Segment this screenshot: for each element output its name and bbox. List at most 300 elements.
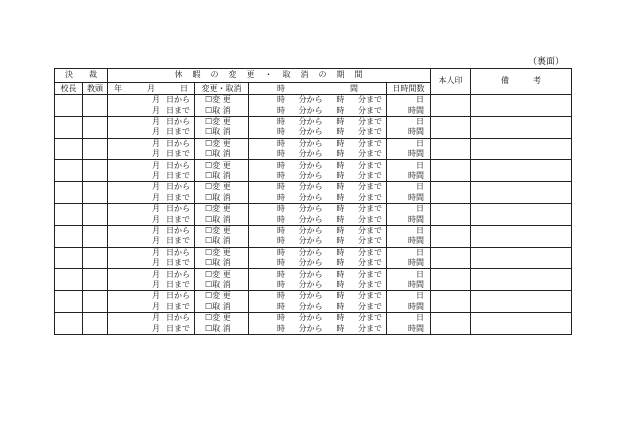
minute-from-unit: 分から [298,182,323,192]
hour-unit: 時 [336,116,345,126]
minute-from-unit: 分から [298,236,323,246]
kocho-stamp-cell[interactable] [55,247,83,269]
end-date-cell[interactable] [108,280,195,291]
month-unit: 月 [152,204,160,214]
hours-count-cell[interactable] [387,105,431,116]
day-unit: 日 [416,204,424,214]
minute-until-unit: 分まで [357,226,382,236]
personal-seal-cell[interactable] [431,116,471,138]
hour-unit: 時 [336,323,345,333]
month-unit: 月 [152,105,160,115]
remarks-cell[interactable] [471,94,572,116]
end-date-cell[interactable] [108,324,195,335]
start-date-cell[interactable] [108,182,195,193]
day-unit: 日 [416,269,424,279]
personal-seal-cell[interactable] [431,291,471,313]
hours-count-cell[interactable] [387,324,431,335]
hour-unit: 時 [277,204,285,214]
day-from-unit: 日から [166,116,190,126]
end-time-cell[interactable] [249,105,387,116]
days-count-cell[interactable] [387,269,431,280]
kessai-header: 決 裁 [55,69,108,83]
remarks-cell[interactable] [471,313,572,335]
hour-unit: 時 [277,280,285,290]
kyoto-stamp-cell[interactable] [83,291,108,313]
kocho-stamp-cell[interactable] [55,291,83,313]
start-time-cell[interactable] [249,313,387,324]
start-time-cell[interactable] [249,94,387,105]
end-date-cell[interactable] [108,258,195,269]
month-unit: 月 [152,301,160,311]
minute-from-unit: 分から [298,323,323,333]
hour-unit: 時 [277,269,285,279]
entry-row-top [55,269,572,280]
hour-unit: 時 [336,258,345,268]
kocho-stamp-cell[interactable] [55,269,83,291]
date-header [108,82,195,94]
days-count-cell[interactable] [387,116,431,127]
day-unit: 日 [416,247,424,257]
cancel-checkbox[interactable]: ☐取 消 [195,193,249,204]
day-unit: 日 [416,138,424,148]
hour-unit: 時 [277,105,285,115]
start-time-cell[interactable] [249,225,387,236]
personal-seal-cell[interactable] [431,94,471,116]
change-checkbox[interactable]: ☐変 更 [195,160,249,171]
honnin-header: 本人印 [431,69,471,95]
end-time-cell[interactable] [249,280,387,291]
month-unit: 月 [152,214,160,224]
hour-count-unit: 時間 [408,323,424,333]
end-time-cell[interactable] [249,127,387,138]
cancel-checkbox[interactable]: ☐取 消 [195,149,249,160]
cancel-checkbox[interactable]: ☐取 消 [195,324,249,335]
end-date-cell[interactable] [108,236,195,247]
end-time-cell[interactable] [249,302,387,313]
start-time-cell[interactable] [249,116,387,127]
personal-seal-cell[interactable] [431,138,471,160]
day-from-unit: 日から [166,247,190,257]
hours-count-cell[interactable] [387,171,431,182]
month-unit: 月 [152,149,160,159]
time-header [249,82,387,94]
kocho-stamp-cell[interactable] [55,138,83,160]
minute-from-unit: 分から [298,116,323,126]
minute-until-unit: 分まで [357,127,382,137]
kyoto-header: 教頭 [83,82,108,94]
hour-unit: 時 [277,127,285,137]
minute-from-unit: 分から [298,138,323,148]
start-date-cell[interactable] [108,116,195,127]
hour-unit: 時 [277,138,285,148]
hours-count-cell[interactable] [387,258,431,269]
minute-from-unit: 分から [298,127,323,137]
personal-seal-cell[interactable] [431,313,471,335]
minute-from-unit: 分から [298,258,323,268]
minute-until-unit: 分まで [357,138,382,148]
change-checkbox[interactable]: ☐変 更 [195,291,249,302]
entry-row-top [55,160,572,171]
start-date-cell[interactable] [108,269,195,280]
end-time-cell[interactable] [249,324,387,335]
day-until-unit: 日まで [166,301,190,311]
cancel-checkbox[interactable]: ☐取 消 [195,280,249,291]
cancel-checkbox[interactable]: ☐取 消 [195,258,249,269]
kyoto-stamp-cell[interactable] [83,269,108,291]
entry-row-top [55,94,572,105]
day-unit: 日 [416,160,424,170]
personal-seal-cell[interactable] [431,182,471,204]
remarks-cell[interactable] [471,247,572,269]
personal-seal-cell[interactable] [431,247,471,269]
interval-label: 間 [350,83,358,93]
minute-until-unit: 分まで [357,116,382,126]
start-date-cell[interactable] [108,225,195,236]
day-from-unit: 日から [166,182,190,192]
day-until-unit: 日まで [166,127,190,137]
start-time-cell[interactable] [249,160,387,171]
change-checkbox[interactable]: ☐変 更 [195,313,249,324]
personal-seal-cell[interactable] [431,269,471,291]
day-unit: 日 [416,116,424,126]
minute-until-unit: 分まで [357,323,382,333]
hour-count-unit: 時間 [408,258,424,268]
days-count-cell[interactable] [387,160,431,171]
day-from-unit: 日から [166,160,190,170]
kyoto-stamp-cell[interactable] [83,204,108,226]
end-time-cell[interactable] [249,258,387,269]
hour-unit: 時 [336,182,345,192]
start-date-cell[interactable] [108,313,195,324]
cancel-checkbox[interactable]: ☐取 消 [195,171,249,182]
days-count-cell[interactable] [387,182,431,193]
change-checkbox[interactable]: ☐変 更 [195,247,249,258]
remarks-cell[interactable] [471,182,572,204]
entry-row-top [55,225,572,236]
remarks-cell[interactable] [471,138,572,160]
hour-count-unit: 時間 [408,149,424,159]
hours-count-cell[interactable] [387,236,431,247]
hour-count-unit: 時間 [408,236,424,246]
hour-unit: 時 [277,236,285,246]
end-date-cell[interactable] [108,149,195,160]
day-until-unit: 日まで [166,105,190,115]
day-until-unit: 日まで [166,171,190,181]
personal-seal-cell[interactable] [431,160,471,182]
hour-unit: 時 [277,301,285,311]
start-time-cell[interactable] [249,182,387,193]
remarks-cell[interactable] [471,204,572,226]
hour-unit: 時 [336,149,345,159]
hour-unit: 時 [277,192,285,202]
day-unit: 日 [416,226,424,236]
hour-unit: 時 [336,214,345,224]
day-until-unit: 日まで [166,323,190,333]
end-time-cell[interactable] [249,236,387,247]
minute-until-unit: 分まで [357,182,382,192]
start-time-cell[interactable] [249,204,387,215]
end-time-cell[interactable] [249,171,387,182]
kyoto-stamp-cell[interactable] [83,182,108,204]
personal-seal-cell[interactable] [431,204,471,226]
change-checkbox[interactable]: ☐変 更 [195,182,249,193]
day-until-unit: 日まで [166,214,190,224]
minute-from-unit: 分から [298,192,323,202]
hour-unit: 時 [336,313,345,323]
day-unit: 日 [416,182,424,192]
month-unit: 月 [152,280,160,290]
start-date-cell[interactable] [108,160,195,171]
month-unit: 月 [152,127,160,137]
month-unit: 月 [152,171,160,181]
end-time-cell[interactable] [249,214,387,225]
hour-unit: 時 [277,291,285,301]
hour-count-unit: 時間 [408,280,424,290]
hour-unit: 時 [336,301,345,311]
start-date-cell[interactable] [108,138,195,149]
minute-until-unit: 分まで [357,291,382,301]
hour-unit: 時 [336,236,345,246]
cancel-checkbox[interactable]: ☐取 消 [195,127,249,138]
end-date-cell[interactable] [108,105,195,116]
entry-row-top [55,116,572,127]
remarks-cell[interactable] [471,291,572,313]
kocho-stamp-cell[interactable] [55,313,83,335]
remarks-cell[interactable] [471,225,572,247]
kyoto-stamp-cell[interactable] [83,313,108,335]
day-until-unit: 日まで [166,258,190,268]
minute-from-unit: 分から [298,95,323,105]
change-checkbox[interactable]: ☐変 更 [195,269,249,280]
start-date-cell[interactable] [108,204,195,215]
hour-unit: 時 [277,95,285,105]
hours-count-cell[interactable] [387,193,431,204]
days-hours-header: 日時間数 [387,82,431,94]
minute-until-unit: 分まで [357,149,382,159]
day-from-unit: 日から [166,204,190,214]
minute-from-unit: 分から [298,105,323,115]
hour-unit: 時 [336,160,345,170]
header-row-1 [55,69,572,83]
hour-unit: 時 [277,258,285,268]
hour-unit: 時 [336,105,345,115]
hour-unit: 時 [336,127,345,137]
kocho-stamp-cell[interactable] [55,204,83,226]
month-unit: 月 [152,116,160,126]
minute-from-unit: 分から [298,204,323,214]
start-date-cell[interactable] [108,291,195,302]
month-unit: 月 [152,323,160,333]
day-from-unit: 日から [166,95,190,105]
hours-count-cell[interactable] [387,127,431,138]
day-label: 日 [180,83,188,93]
minute-until-unit: 分まで [357,280,382,290]
end-date-cell[interactable] [108,171,195,182]
cancel-checkbox[interactable]: ☐取 消 [195,105,249,116]
end-time-cell[interactable] [249,149,387,160]
minute-until-unit: 分まで [357,95,382,105]
days-count-cell[interactable] [387,138,431,149]
days-count-cell[interactable] [387,94,431,105]
minute-from-unit: 分から [298,149,323,159]
start-time-cell[interactable] [249,291,387,302]
minute-until-unit: 分まで [357,258,382,268]
kocho-stamp-cell[interactable] [55,160,83,182]
remarks-cell[interactable] [471,160,572,182]
kyoto-stamp-cell[interactable] [83,225,108,247]
hours-count-cell[interactable] [387,149,431,160]
change-checkbox[interactable]: ☐変 更 [195,204,249,215]
remarks-cell[interactable] [471,269,572,291]
minute-from-unit: 分から [298,171,323,181]
hour-unit: 時 [277,116,285,126]
day-from-unit: 日から [166,226,190,236]
change-checkbox[interactable]: ☐変 更 [195,116,249,127]
hour-unit: 時 [336,95,345,105]
hour-unit: 時 [336,204,345,214]
days-count-cell[interactable] [387,204,431,215]
kyoto-stamp-cell[interactable] [83,160,108,182]
change-cancel-header: 変更・取消 [195,82,249,94]
end-date-cell[interactable] [108,127,195,138]
day-until-unit: 日まで [166,192,190,202]
month-unit: 月 [152,269,160,279]
end-time-cell[interactable] [249,193,387,204]
hour-unit: 時 [336,226,345,236]
hour-unit: 時 [277,171,285,181]
change-checkbox[interactable]: ☐変 更 [195,94,249,105]
kocho-stamp-cell[interactable] [55,94,83,116]
minute-until-unit: 分まで [357,214,382,224]
entry-row-top [55,138,572,149]
remarks-cell[interactable] [471,116,572,138]
hour-count-unit: 時間 [408,214,424,224]
leave-change-form [54,68,572,335]
end-date-cell[interactable] [108,214,195,225]
entry-row-top [55,247,572,258]
minute-until-unit: 分まで [357,247,382,257]
day-unit: 日 [416,291,424,301]
hour-count-unit: 時間 [408,192,424,202]
month-unit: 月 [152,313,160,323]
minute-until-unit: 分まで [357,160,382,170]
day-from-unit: 日から [166,138,190,148]
hours-count-cell[interactable] [387,302,431,313]
hour-unit: 時 [277,214,285,224]
hour-count-unit: 時間 [408,171,424,181]
kocho-stamp-cell[interactable] [55,182,83,204]
kocho-stamp-cell[interactable] [55,225,83,247]
start-time-cell[interactable] [249,138,387,149]
cancel-checkbox[interactable]: ☐取 消 [195,214,249,225]
hour-unit: 時 [336,291,345,301]
month-unit: 月 [152,236,160,246]
hour-unit: 時 [277,247,285,257]
day-from-unit: 日から [166,313,190,323]
change-checkbox[interactable]: ☐変 更 [195,138,249,149]
entry-row-top [55,182,572,193]
days-count-cell[interactable] [387,313,431,324]
hour-unit: 時 [336,269,345,279]
cancel-checkbox[interactable]: ☐取 消 [195,236,249,247]
minute-until-unit: 分まで [357,269,382,279]
start-time-cell[interactable] [249,269,387,280]
days-count-cell[interactable] [387,291,431,302]
end-date-cell[interactable] [108,302,195,313]
minute-from-unit: 分から [298,160,323,170]
hour-unit: 時 [277,323,285,333]
year-label: 年 [114,83,122,93]
minute-from-unit: 分から [298,226,323,236]
month-unit: 月 [152,291,160,301]
minute-until-unit: 分まで [357,171,382,181]
hour-unit: 時 [277,149,285,159]
day-until-unit: 日まで [166,280,190,290]
hour-unit: 時 [277,313,285,323]
cancel-checkbox[interactable]: ☐取 消 [195,302,249,313]
end-date-cell[interactable] [108,193,195,204]
hour-unit: 時 [336,171,345,181]
biko-header: 備 考 [471,69,572,95]
hours-count-cell[interactable] [387,280,431,291]
month-unit: 月 [152,160,160,170]
start-time-cell[interactable] [249,247,387,258]
hour-count-unit: 時間 [408,301,424,311]
minute-until-unit: 分まで [357,313,382,323]
kyoto-stamp-cell[interactable] [83,138,108,160]
month-unit: 月 [152,138,160,148]
days-count-cell[interactable] [387,225,431,236]
day-until-unit: 日まで [166,236,190,246]
day-unit: 日 [416,313,424,323]
kocho-stamp-cell[interactable] [55,116,83,138]
minute-until-unit: 分まで [357,105,382,115]
entry-row-top [55,291,572,302]
month-unit: 月 [152,182,160,192]
hour-count-unit: 時間 [408,105,424,115]
minute-from-unit: 分から [298,313,323,323]
minute-until-unit: 分まで [357,301,382,311]
month-unit: 月 [152,226,160,236]
month-unit: 月 [152,95,160,105]
hour-unit: 時 [336,280,345,290]
kyoto-stamp-cell[interactable] [83,116,108,138]
change-checkbox[interactable]: ☐変 更 [195,225,249,236]
day-from-unit: 日から [166,269,190,279]
minute-until-unit: 分まで [357,236,382,246]
start-date-cell[interactable] [108,247,195,258]
kyoto-stamp-cell[interactable] [83,94,108,116]
period-title-header: 休 暇 の 変 更 ・ 取 消 の 期 間 [108,69,431,83]
minute-from-unit: 分から [298,301,323,311]
minute-until-unit: 分まで [357,192,382,202]
minute-from-unit: 分から [298,214,323,224]
hour-unit: 時 [336,138,345,148]
hour-label: 時 [277,83,285,93]
days-count-cell[interactable] [387,247,431,258]
kocho-header: 校長 [55,82,83,94]
personal-seal-cell[interactable] [431,225,471,247]
kyoto-stamp-cell[interactable] [83,247,108,269]
month-unit: 月 [152,247,160,257]
minute-from-unit: 分から [298,269,323,279]
hours-count-cell[interactable] [387,214,431,225]
hour-unit: 時 [336,247,345,257]
day-from-unit: 日から [166,291,190,301]
page-side-label: （裏面） [528,57,565,67]
minute-from-unit: 分から [298,280,323,290]
start-date-cell[interactable] [108,94,195,105]
